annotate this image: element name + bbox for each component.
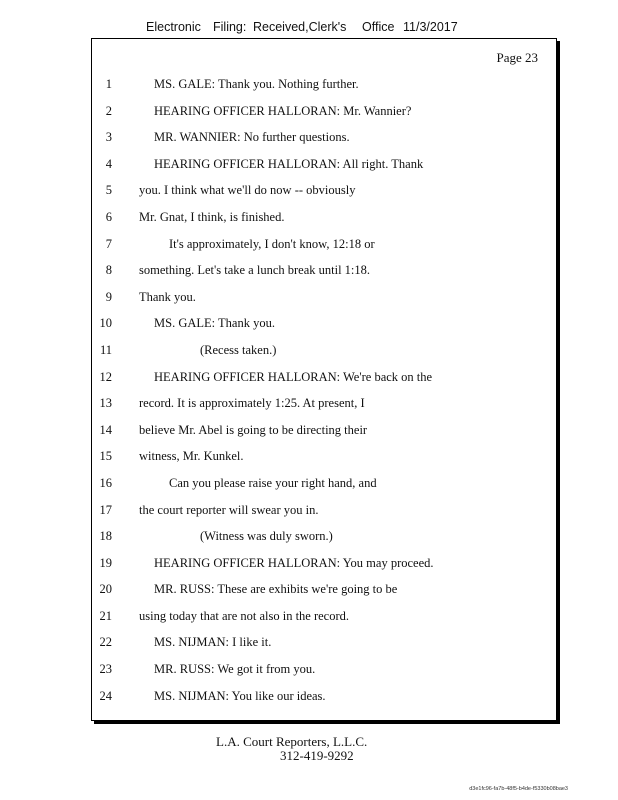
line-number: 18 [99,529,112,544]
line-text: Thank you. [139,289,196,304]
transcript-line [92,523,556,550]
line-text: HEARING OFFICER HALLORAN: We're back on the [154,369,433,384]
transcript-line [92,337,556,364]
line-number: 19 [99,555,112,570]
transcript-line [92,124,556,151]
line-text: MS. NIJMAN: You like our ideas. [154,688,326,703]
line-text: MS. GALE: Thank you. Nothing further. [154,77,359,91]
line-number: 20 [99,582,112,597]
line-text: Mr. Gnat, I think, is finished. [139,209,285,224]
line-number: 14 [99,422,112,437]
transcript-page [91,38,557,721]
document-hash: d3e1fc96-fa7b-48f5-b4de-f5330b08bae3 [469,786,568,792]
transcript-line [92,470,556,497]
line-text: (Witness was duly sworn.) [200,529,333,544]
line-number: 7 [105,236,112,251]
line-text: HEARING OFFICER HALLORAN: Mr. Wannier? [154,103,412,118]
transcript-line [92,497,556,524]
line-text: the court reporter will swear you in. [139,502,319,517]
line-text: something. Let's take a lunch break until 1:18. [139,263,371,278]
line-text: MR. RUSS: We got it from you. [154,662,316,677]
line-number: 3 [105,130,112,145]
line-text: MR. RUSS: These are exhibits we're going to be [154,582,398,597]
transcript-line [92,603,556,630]
transcript-line [92,98,556,125]
transcript-line [92,576,556,603]
line-text: (Recess taken.) [200,342,277,357]
transcript-line [92,417,556,444]
line-text: Can you please raise your right hand, and [169,475,377,490]
line-text: believe Mr. Abel is going to be directing their [139,422,368,437]
transcript-line [92,177,556,204]
transcript-line [92,629,556,656]
transcript-line [92,550,556,577]
filing-word-office: Office [362,20,395,34]
line-number: 24 [99,688,112,703]
line-text: using today that are not also in the record. [139,608,350,623]
line-number: 13 [99,396,112,411]
line-number: 15 [99,449,112,464]
line-text: HEARING OFFICER HALLORAN: All right. Thank [154,156,424,171]
transcript-line [92,151,556,178]
line-number: 10 [99,316,112,331]
line-number: 23 [99,662,112,677]
transcript-line [92,310,556,337]
line-number: 22 [99,635,112,650]
transcript-line [92,231,556,258]
line-number: 1 [105,77,112,91]
transcript-line [92,390,556,417]
line-number: 2 [105,103,112,118]
page-number: Page 23 [496,50,538,65]
transcript-line [92,683,556,710]
line-number: 4 [105,156,112,171]
line-text: you. I think what we'll do now -- obviously [139,183,356,198]
transcript-line [92,204,556,231]
line-number: 17 [99,502,112,517]
filing-word-received: Received,Clerk's [253,20,347,34]
transcript-line [92,284,556,311]
line-number: 5 [105,183,112,198]
line-number: 9 [105,289,112,304]
line-number: 21 [99,608,112,623]
transcript-line [92,364,556,391]
transcript-line [92,656,556,683]
filing-word-electronic: Electronic [146,20,201,34]
line-text: MS. GALE: Thank you. [154,316,275,331]
transcript-line [92,443,556,470]
line-number: 6 [105,209,112,224]
line-number: 12 [99,369,112,384]
line-text: witness, Mr. Kunkel. [139,449,244,464]
line-text: record. It is approximately 1:25. At present, I [139,396,365,411]
transcript-line [92,71,556,98]
line-text: MR. WANNIER: No further questions. [154,130,350,145]
transcript-lines [92,71,556,709]
filing-word-filing: Filing: [213,20,247,34]
reporter-phone: 312-419-9292 [280,748,354,763]
line-number: 8 [105,263,112,278]
transcript-line [92,257,556,284]
line-text: HEARING OFFICER HALLORAN: You may proceed. [154,555,434,570]
line-text: MS. NIJMAN: I like it. [154,635,272,650]
line-number: 16 [99,475,112,490]
line-text: It's approximately, I don't know, 12:18 or [169,236,375,251]
reporter-firm-name: L.A. Court Reporters, L.L.C. [216,734,368,749]
line-number: 11 [99,342,112,357]
filing-date: 11/3/2017 [403,20,458,34]
